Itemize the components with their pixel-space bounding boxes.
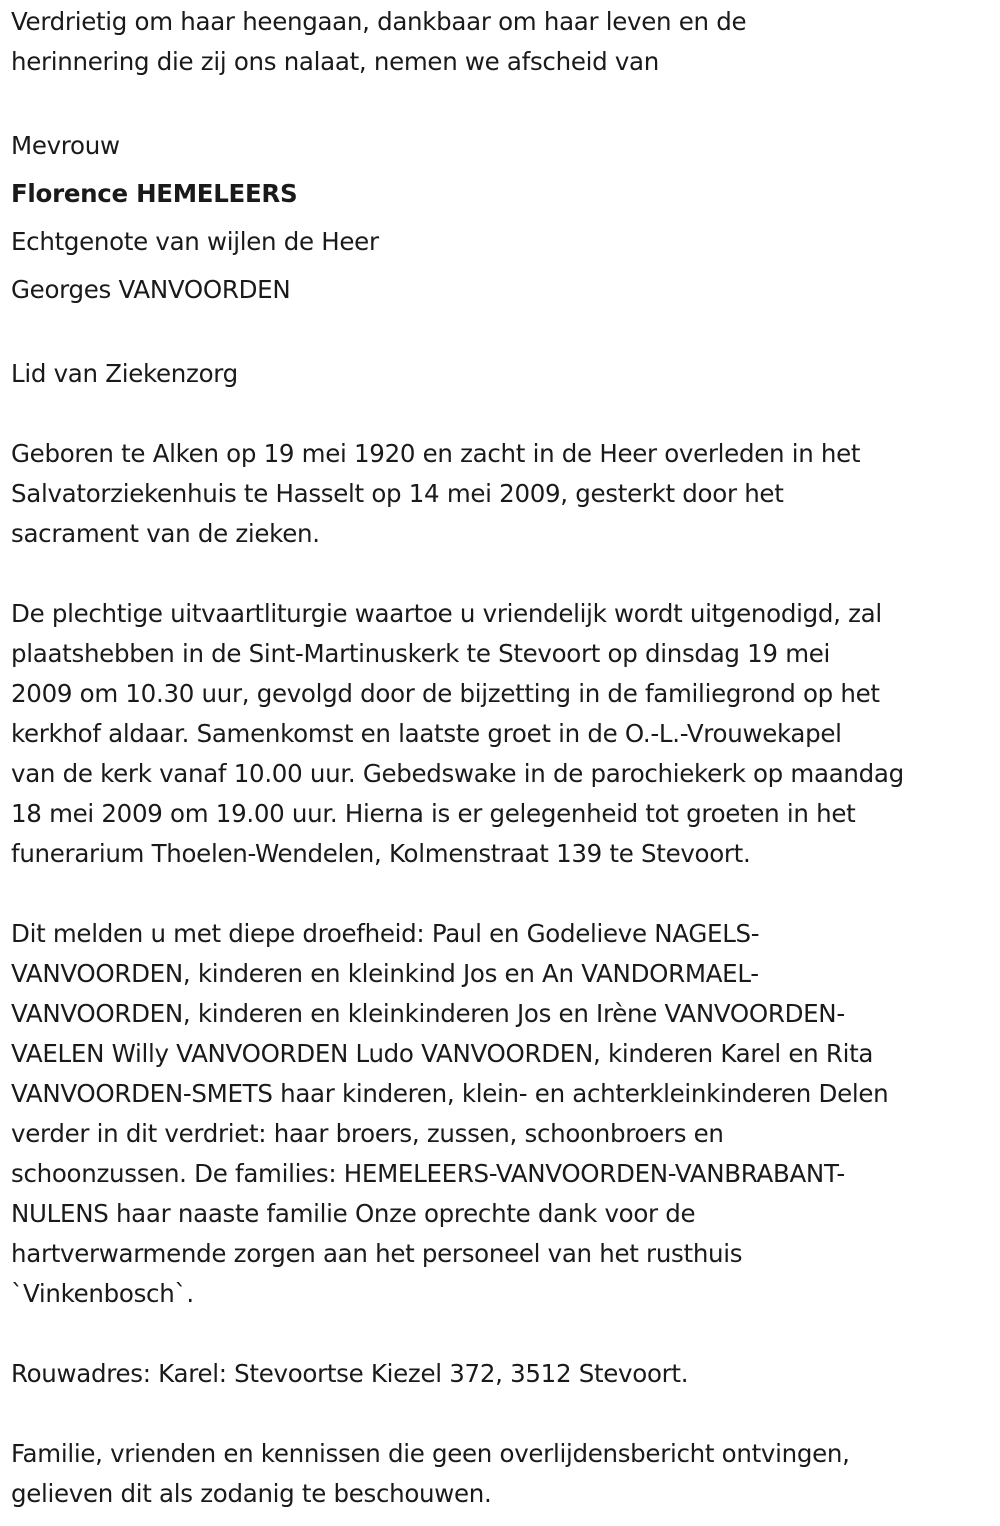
funeral-paragraph (11, 594, 996, 874)
announcement-line: hartverwarmende zorgen aan het personeel van het rusthuis (11, 1239, 743, 1268)
intro-paragraph (11, 2, 996, 82)
birth-death-line: Salvatorziekenhuis te Hasselt op 14 mei 2009, gesterkt door het (11, 479, 784, 508)
funeral-line: 2009 om 10.30 uur, gevolgd door de bijzetting in de familiegrond op het (11, 679, 880, 708)
funeral-line: De plechtige uitvaartliturgie waartoe u vriendelijk wordt uitgenodigd, zal (11, 599, 882, 628)
spacer (11, 82, 996, 122)
birth-death-line: sacrament van de zieken. (11, 519, 320, 548)
closing-line: Familie, vrienden en kennissen die geen overlijdensbericht ontvingen, (11, 1439, 850, 1468)
announcement-paragraph (11, 914, 996, 1314)
announcement-line: VANVOORDEN, kinderen en kleinkinderen Jos en Irène VANVOORDEN- (11, 999, 845, 1028)
funeral-line: 18 mei 2009 om 19.00 uur. Hierna is er gelegenheid tot groeten in het (11, 799, 856, 828)
address-paragraph (11, 1354, 996, 1394)
spacer (11, 314, 996, 354)
intro-line: Verdrietig om haar heengaan, dankbaar om haar leven en de (11, 7, 747, 36)
announcement-line: `Vinkenbosch`. (11, 1279, 194, 1308)
announcement-line: VAELEN Willy VANVOORDEN Ludo VANVOORDEN, kinderen Karel en Rita (11, 1039, 874, 1068)
deceased-block (11, 122, 996, 314)
announcement-line: schoonzussen. De families: HEMELEERS-VANVOORDEN-VANBRABANT- (11, 1159, 845, 1188)
spacer (11, 1394, 996, 1434)
spacer (11, 874, 996, 914)
birth-death-paragraph (11, 434, 996, 554)
intro-line: herinnering die zij ons nalaat, nemen we afscheid van (11, 47, 659, 76)
funeral-line: plaatshebben in de Sint-Martinuskerk te Stevoort op dinsdag 19 mei (11, 639, 831, 668)
mourning-address: Rouwadres: Karel: Stevoortse Kiezel 372, 3512 Stevoort. (11, 1359, 689, 1388)
announcement-line: VANVOORDEN-SMETS haar kinderen, klein- en achterkleinkinderen Delen (11, 1079, 889, 1108)
announcement-line: NULENS haar naaste familie Onze oprechte dank voor de (11, 1199, 696, 1228)
membership-paragraph (11, 354, 996, 394)
funeral-line: kerkhof aldaar. Samenkomst en laatste groet in de O.-L.-Vrouwekapel (11, 719, 842, 748)
obituary-document (11, 2, 996, 1514)
closing-paragraph (11, 1434, 996, 1514)
spouse-line: Echtgenote van wijlen de Heer (11, 227, 379, 256)
announcement-line: Dit melden u met diepe droefheid: Paul en Godelieve NAGELS- (11, 919, 760, 948)
spouse-name: Georges VANVOORDEN (11, 275, 291, 304)
announcement-line: verder in dit verdriet: haar broers, zussen, schoonbroers en (11, 1119, 724, 1148)
membership-text: Lid van Ziekenzorg (11, 359, 238, 388)
spacer (11, 394, 996, 434)
announcement-line: VANVOORDEN, kinderen en kleinkind Jos en An VANDORMAEL- (11, 959, 759, 988)
closing-line: gelieven dit als zodanig te beschouwen. (11, 1479, 492, 1508)
spacer (11, 554, 996, 594)
funeral-line: van de kerk vanaf 10.00 uur. Gebedswake in de parochiekerk op maandag (11, 759, 904, 788)
deceased-name: Florence HEMELEERS (11, 179, 298, 208)
funeral-line: funerarium Thoelen-Wendelen, Kolmenstraat 139 te Stevoort. (11, 839, 751, 868)
birth-death-line: Geboren te Alken op 19 mei 1920 en zacht in de Heer overleden in het (11, 439, 861, 468)
spacer (11, 1314, 996, 1354)
salutation: Mevrouw (11, 131, 120, 160)
